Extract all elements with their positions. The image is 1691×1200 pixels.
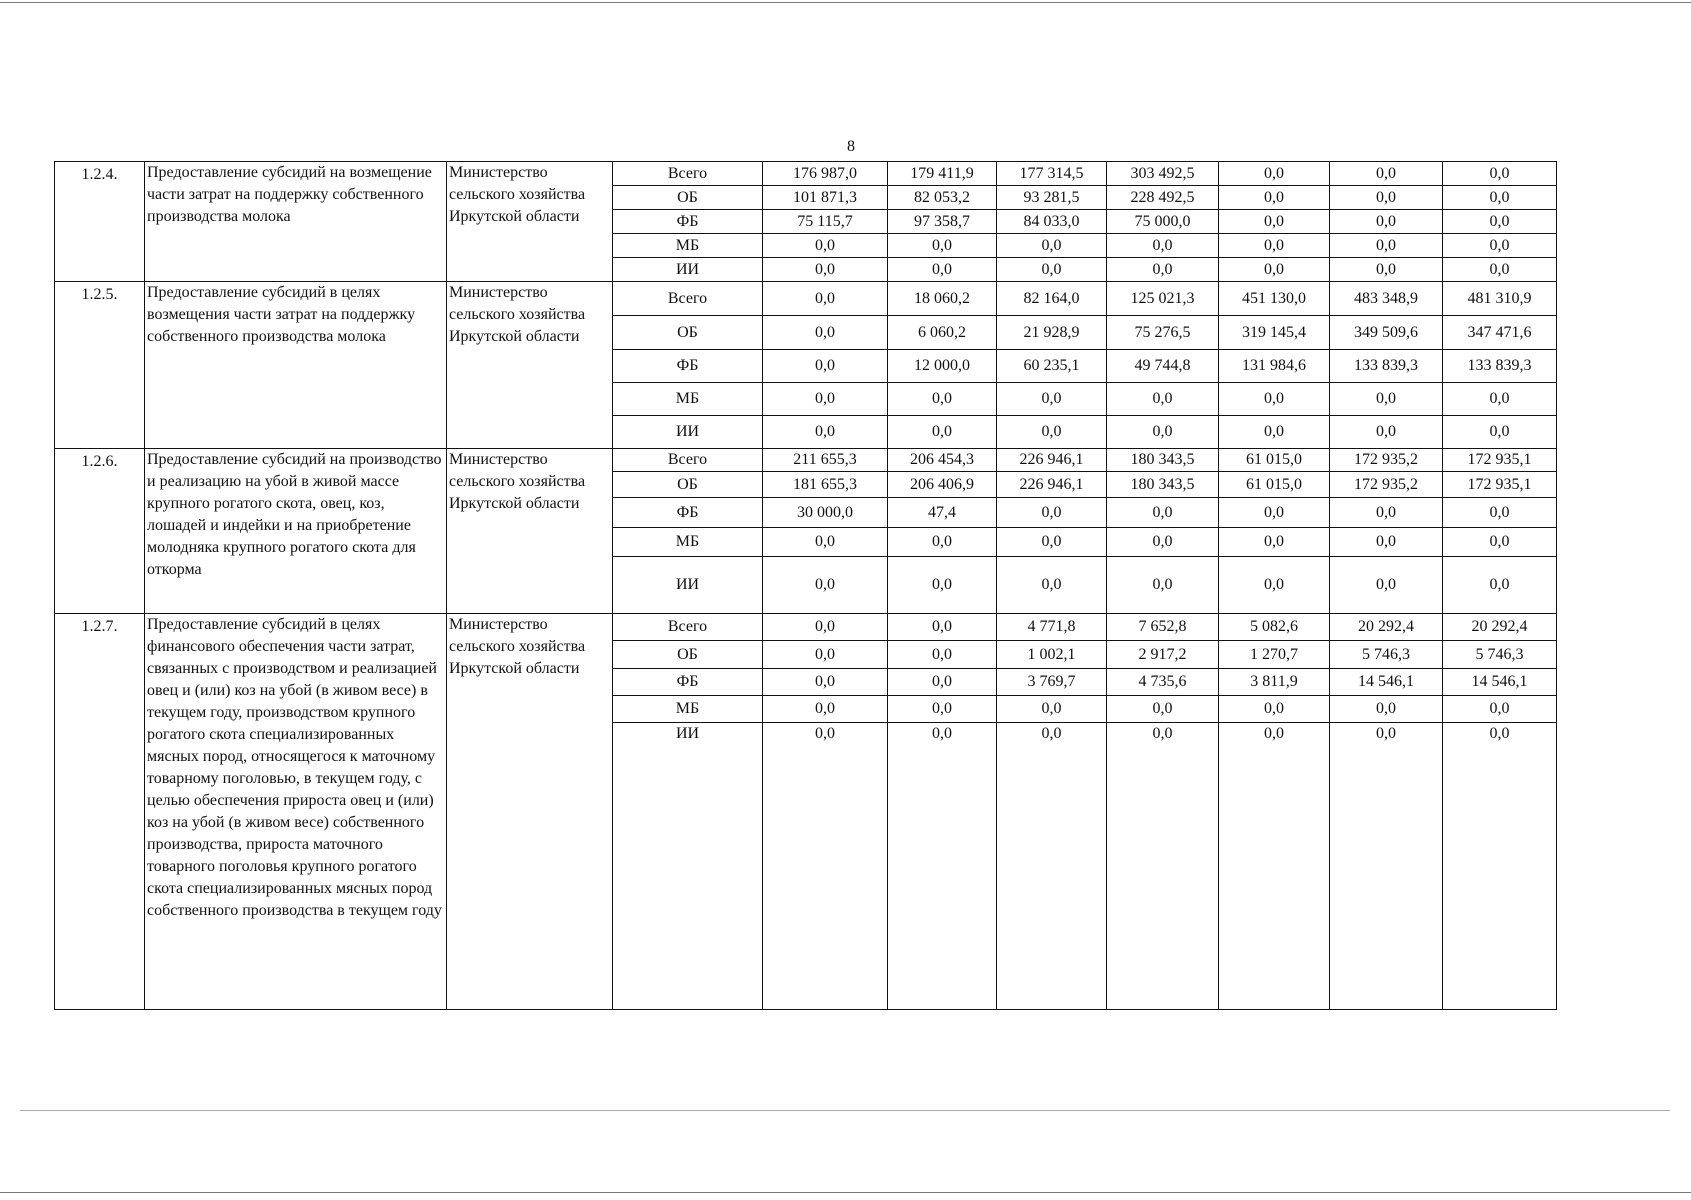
funding-value: 0,0: [888, 723, 997, 1010]
funding-value: 319 145,4: [1219, 316, 1330, 350]
funding-value: 0,0: [997, 557, 1107, 614]
funding-value: 0,0: [888, 528, 997, 557]
funding-value: 0,0: [1107, 557, 1219, 614]
funding-value: 0,0: [1330, 210, 1443, 234]
funding-value: 0,0: [1219, 557, 1330, 614]
funding-value: 0,0: [1443, 162, 1557, 186]
funding-value: 481 310,9: [1443, 282, 1557, 316]
funding-source: ИИ: [613, 416, 763, 449]
funding-value: 172 935,1: [1443, 472, 1557, 498]
funding-value: 347 471,6: [1443, 316, 1557, 350]
table-row: [55, 282, 1557, 316]
funding-value: 0,0: [997, 383, 1107, 416]
funding-source: ОБ: [613, 641, 763, 669]
funding-value: 0,0: [1330, 557, 1443, 614]
funding-value: 4 771,8: [997, 614, 1107, 641]
funding-value: 0,0: [997, 234, 1107, 258]
table-row: [55, 449, 1557, 472]
funding-value: 4 735,6: [1107, 669, 1219, 696]
funding-value: 0,0: [1219, 383, 1330, 416]
funding-value: 0,0: [1443, 383, 1557, 416]
funding-source: Всего: [613, 282, 763, 316]
funding-value: 0,0: [1443, 557, 1557, 614]
funding-value: 20 292,4: [1330, 614, 1443, 641]
funding-value: 0,0: [763, 614, 888, 641]
funding-value: 75 000,0: [1107, 210, 1219, 234]
funding-value: 0,0: [1443, 528, 1557, 557]
funding-value: 101 871,3: [763, 186, 888, 210]
funding-value: 0,0: [1443, 234, 1557, 258]
funding-value: 0,0: [763, 416, 888, 449]
funding-value: 0,0: [763, 316, 888, 350]
funding-source: ОБ: [613, 186, 763, 210]
funding-value: 0,0: [888, 383, 997, 416]
funding-value: 349 509,6: [1330, 316, 1443, 350]
funding-value: 21 928,9: [997, 316, 1107, 350]
funding-value: 0,0: [1330, 162, 1443, 186]
funding-value: 0,0: [1219, 162, 1330, 186]
funding-value: 5 746,3: [1330, 641, 1443, 669]
funding-value: 2 917,2: [1107, 641, 1219, 669]
funding-source: МБ: [613, 528, 763, 557]
funding-value: 0,0: [1330, 258, 1443, 282]
funding-value: 226 946,1: [997, 472, 1107, 498]
funding-source: ОБ: [613, 316, 763, 350]
funding-value: 0,0: [763, 282, 888, 316]
funding-value: 0,0: [1330, 234, 1443, 258]
funding-value: 451 130,0: [1219, 282, 1330, 316]
funding-value: 0,0: [1330, 498, 1443, 528]
funding-value: 97 358,7: [888, 210, 997, 234]
funding-value: 0,0: [888, 696, 997, 723]
funding-value: 20 292,4: [1443, 614, 1557, 641]
funding-value: 176 987,0: [763, 162, 888, 186]
scan-edge-top: [0, 2, 1691, 3]
funding-value: 483 348,9: [1330, 282, 1443, 316]
funding-value: 0,0: [997, 416, 1107, 449]
funding-value: 93 281,5: [997, 186, 1107, 210]
funding-value: 206 406,9: [888, 472, 997, 498]
funding-value: 49 744,8: [1107, 350, 1219, 383]
funding-value: 60 235,1: [997, 350, 1107, 383]
funding-value: 0,0: [1107, 528, 1219, 557]
funding-value: 75 115,7: [763, 210, 888, 234]
funding-value: 7 652,8: [1107, 614, 1219, 641]
funding-value: 1 270,7: [1219, 641, 1330, 669]
funding-value: 84 033,0: [997, 210, 1107, 234]
funding-source: ФБ: [613, 210, 763, 234]
funding-value: 172 935,2: [1330, 449, 1443, 472]
funding-value: 0,0: [763, 723, 888, 1010]
funding-value: 0,0: [997, 696, 1107, 723]
funding-value: 177 314,5: [997, 162, 1107, 186]
funding-value: 179 411,9: [888, 162, 997, 186]
responsible-executor: Министерство сельского хозяйства Иркутской области: [447, 282, 613, 449]
funding-value: 0,0: [997, 258, 1107, 282]
funding-value: 0,0: [763, 641, 888, 669]
funding-value: 0,0: [1330, 383, 1443, 416]
funding-value: 0,0: [1219, 234, 1330, 258]
funding-value: 0,0: [1219, 498, 1330, 528]
funding-value: 172 935,2: [1330, 472, 1443, 498]
funding-value: 18 060,2: [888, 282, 997, 316]
funding-value: 125 021,3: [1107, 282, 1219, 316]
funding-value: 14 546,1: [1443, 669, 1557, 696]
funding-value: 0,0: [1443, 258, 1557, 282]
funding-value: 0,0: [888, 669, 997, 696]
funding-value: 82 164,0: [997, 282, 1107, 316]
funding-value: 0,0: [1107, 696, 1219, 723]
funding-value: 5 082,6: [1219, 614, 1330, 641]
funding-value: 0,0: [763, 350, 888, 383]
funding-value: 0,0: [763, 696, 888, 723]
table-body: [55, 162, 1557, 1010]
funding-source: Всего: [613, 614, 763, 641]
funding-source: МБ: [613, 696, 763, 723]
funding-value: 228 492,5: [1107, 186, 1219, 210]
funding-value: 206 454,3: [888, 449, 997, 472]
measure-description: Предоставление субсидий на возмещение части затрат на поддержку собственного производства молока: [145, 162, 447, 282]
funding-value: 0,0: [1443, 416, 1557, 449]
funding-value: 14 546,1: [1330, 669, 1443, 696]
funding-value: 3 769,7: [997, 669, 1107, 696]
funding-source: ИИ: [613, 723, 763, 1010]
funding-value: 0,0: [888, 614, 997, 641]
scan-edge-lower: [0, 1192, 1691, 1193]
funding-value: 6 060,2: [888, 316, 997, 350]
funding-value: 0,0: [1219, 723, 1330, 1010]
funding-value: 5 746,3: [1443, 641, 1557, 669]
funding-value: 61 015,0: [1219, 449, 1330, 472]
subsidy-funding-table: [54, 161, 1557, 1010]
funding-value: 82 053,2: [888, 186, 997, 210]
funding-value: 0,0: [1443, 696, 1557, 723]
funding-source: ИИ: [613, 258, 763, 282]
funding-value: 0,0: [997, 528, 1107, 557]
funding-value: 0,0: [1219, 258, 1330, 282]
funding-value: 0,0: [1443, 210, 1557, 234]
funding-source: МБ: [613, 383, 763, 416]
funding-source: ОБ: [613, 472, 763, 498]
funding-value: 0,0: [1107, 416, 1219, 449]
funding-value: 0,0: [1330, 416, 1443, 449]
table-row: [55, 614, 1557, 641]
funding-value: 75 276,5: [1107, 316, 1219, 350]
funding-value: 0,0: [997, 723, 1107, 1010]
funding-value: 180 343,5: [1107, 449, 1219, 472]
funding-value: 61 015,0: [1219, 472, 1330, 498]
funding-value: 0,0: [1107, 383, 1219, 416]
funding-value: 181 655,3: [763, 472, 888, 498]
measure-number: 1.2.6.: [55, 449, 145, 614]
funding-value: 211 655,3: [763, 449, 888, 472]
funding-value: 0,0: [1330, 186, 1443, 210]
funding-source: ФБ: [613, 350, 763, 383]
funding-value: 0,0: [1443, 186, 1557, 210]
page-number: 8: [847, 138, 855, 155]
table-row: [55, 162, 1557, 186]
funding-value: 0,0: [1219, 696, 1330, 723]
funding-value: 0,0: [1330, 528, 1443, 557]
funding-value: 0,0: [1107, 258, 1219, 282]
funding-value: 3 811,9: [1219, 669, 1330, 696]
responsible-executor: Министерство сельского хозяйства Иркутской области: [447, 449, 613, 614]
funding-source: Всего: [613, 449, 763, 472]
responsible-executor: Министерство сельского хозяйства Иркутской области: [447, 614, 613, 1010]
funding-value: 0,0: [997, 498, 1107, 528]
funding-value: 0,0: [888, 234, 997, 258]
funding-value: 0,0: [1107, 498, 1219, 528]
funding-value: 0,0: [888, 641, 997, 669]
funding-value: 1 002,1: [997, 641, 1107, 669]
funding-value: 0,0: [1330, 723, 1443, 1010]
funding-value: 0,0: [888, 416, 997, 449]
funding-source: ФБ: [613, 669, 763, 696]
funding-value: 0,0: [1443, 498, 1557, 528]
funding-value: 0,0: [1219, 416, 1330, 449]
funding-value: 131 984,6: [1219, 350, 1330, 383]
funding-source: МБ: [613, 234, 763, 258]
measure-number: 1.2.4.: [55, 162, 145, 282]
funding-source: Всего: [613, 162, 763, 186]
responsible-executor: Министерство сельского хозяйства Иркутской области: [447, 162, 613, 282]
funding-value: 0,0: [1219, 186, 1330, 210]
funding-value: 0,0: [763, 528, 888, 557]
funding-source: ИИ: [613, 557, 763, 614]
funding-value: 172 935,1: [1443, 449, 1557, 472]
measure-description: Предоставление субсидий в целях финансового обеспечения части затрат, связанных с производством и реализацией овец и (или) коз на убой (в живом весе) в текущем году, производством крупного рогатого скота специализированных мясных пород, относящегося к маточному товарному поголовью, в текущем году, с целью обеспечения прироста овец и (или) коз на убой (в живом весе) собственного производства, прироста маточного товарного поголовья крупного рогатого скота специализированных мясных пород собственного производства в текущем году: [145, 614, 447, 1010]
measure-number: 1.2.7.: [55, 614, 145, 1010]
funding-value: 0,0: [888, 258, 997, 282]
funding-source: ФБ: [613, 498, 763, 528]
funding-value: 0,0: [763, 669, 888, 696]
measure-description: Предоставление субсидий на производство и реализацию на убой в живой массе крупного рогатого скота, овец, коз, лошадей и индейки и на приобретение молодняка крупного рогатого скота для откорма: [145, 449, 447, 614]
funding-value: 180 343,5: [1107, 472, 1219, 498]
funding-value: 12 000,0: [888, 350, 997, 383]
funding-value: 226 946,1: [997, 449, 1107, 472]
funding-value: 47,4: [888, 498, 997, 528]
funding-value: 30 000,0: [763, 498, 888, 528]
funding-value: 303 492,5: [1107, 162, 1219, 186]
funding-value: 0,0: [1219, 528, 1330, 557]
funding-value: 0,0: [763, 258, 888, 282]
funding-value: 0,0: [763, 557, 888, 614]
funding-value: 133 839,3: [1330, 350, 1443, 383]
funding-value: 0,0: [763, 383, 888, 416]
measure-number: 1.2.5.: [55, 282, 145, 449]
funding-value: 0,0: [1443, 723, 1557, 1010]
funding-value: 133 839,3: [1443, 350, 1557, 383]
scan-edge-bottom: [20, 1110, 1670, 1111]
funding-value: 0,0: [763, 234, 888, 258]
funding-value: 0,0: [1219, 210, 1330, 234]
measure-description: Предоставление субсидий в целях возмещения части затрат на поддержку собственного производства молока: [145, 282, 447, 449]
funding-value: 0,0: [1107, 723, 1219, 1010]
funding-value: 0,0: [1330, 696, 1443, 723]
funding-value: 0,0: [888, 557, 997, 614]
funding-value: 0,0: [1107, 234, 1219, 258]
